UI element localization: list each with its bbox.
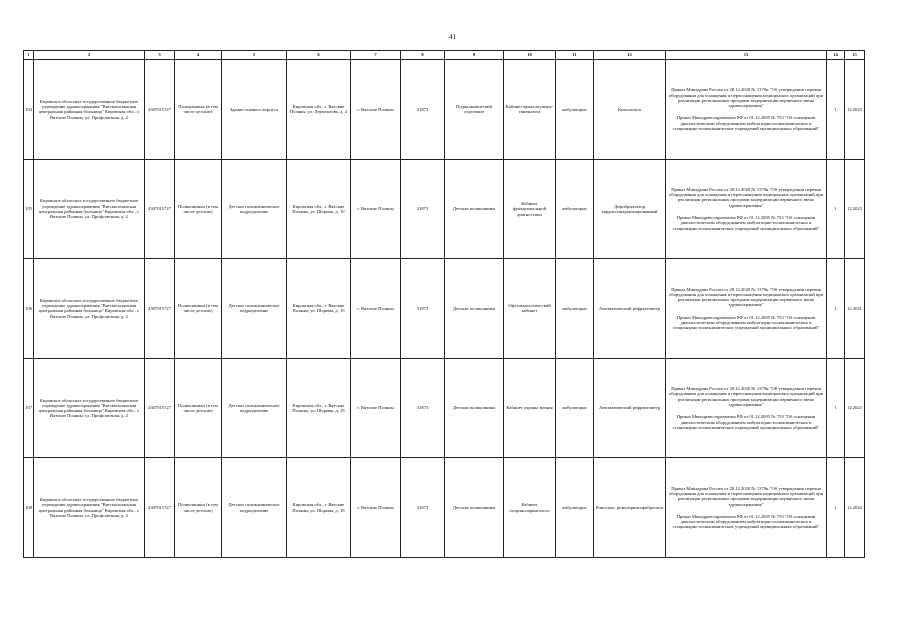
locality: г. Вятские Поляны (351, 159, 401, 259)
legal-act-text: Приказ Минздравсоцразвития РФ от 01.12.2005 № 753 "Об оснащении диагностическим оборудованием амбулаторно-поликлинических и стационарно-поликлинических учреждений муниципальных образований" (672, 215, 820, 231)
unit-address: Кировская обл., г. Вятские Поляны, ул. Шорина, д. 19 (287, 458, 351, 558)
col-number: 14 (827, 51, 845, 60)
department: Детская поликлиника (445, 259, 504, 359)
inn-code: 4307015727 (145, 60, 175, 160)
row-number: 107 (24, 358, 34, 458)
inn-code: 4307015727 (145, 259, 175, 359)
inn-code: 4307015727 (145, 159, 175, 259)
row-number: 104 (24, 60, 34, 160)
care-conditions: амбулаторно (556, 159, 594, 259)
row-number: 106 (24, 259, 34, 359)
structural-unit: Детское поликлиническое подразделение (222, 259, 287, 359)
table-row (24, 358, 865, 458)
legal-basis (666, 159, 827, 259)
delivery-date: 12.2025 (845, 159, 865, 259)
facility-type: Поликлиники (в том числе детские) (175, 358, 222, 458)
col-number: 8 (401, 51, 445, 60)
structural-unit: Детское поликлиническое подразделение (222, 159, 287, 259)
oktmo-code: 31873 (401, 458, 445, 558)
row-number: 105 (24, 159, 34, 259)
care-conditions: амбулаторно (556, 358, 594, 458)
structural-unit: Детское поликлиническое подразделение (222, 358, 287, 458)
oktmo-code: 31873 (401, 60, 445, 160)
oktmo-code: 31873 (401, 358, 445, 458)
quantity: 1 (827, 358, 845, 458)
col-number: 1 (24, 51, 34, 60)
legal-act-text: Приказ Минздрава России от 28.12.2020 № 1379н "Об утверждении перечня оборудования для оснащения и переоснащения медицинских организаций при реализации региональных программ модернизации первичного звена здравоохранения" (668, 485, 824, 507)
legal-act-text: Приказ Минздравсоцразвития РФ от 01.12.2005 № 753 "Об оснащении диагностическим оборудованием амбулаторно-поликлинических и стационарно-поликлинических учреждений муниципальных образований" (672, 115, 820, 131)
legal-basis (666, 60, 827, 160)
organization-name: Кировское областное государственное бюджетное учреждение здравоохранения "Вятскополянская центральная районная больница" Кировская обл., г. Вятские Поляны, ул. Профсоюзная, д. 2 (34, 60, 145, 160)
legal-act-text: Приказ Минздравсоцразвития РФ от 01.12.2005 № 753 "Об оснащении диагностическим оборудованием амбулаторно-поликлинических и стационарно-поликлинических учреждений муниципальных образований" (672, 414, 820, 430)
col-number: 13 (666, 51, 827, 60)
room-name: Кабинет охраны зрения (504, 358, 556, 458)
legal-basis (666, 458, 827, 558)
facility-type: Поликлиники (в том числе детские) (175, 458, 222, 558)
locality: г. Вятские Поляны (351, 60, 401, 160)
locality: г. Вятские Поляны (351, 458, 401, 558)
quantity: 1 (827, 458, 845, 558)
col-number: 2 (34, 51, 145, 60)
legal-act-text: Приказ Минздрава России от 28.12.2020 № 1379н "Об утверждении перечня оборудования для оснащения и переоснащения медицинских организаций при реализации региональных программ модернизации первичного звена здравоохранения" (668, 286, 824, 308)
legal-act-text: Приказ Минздрава России от 28.12.2020 № 1379н "Об утверждении перечня оборудования для оснащения и переоснащения медицинских организаций при реализации региональных программ модернизации первичного звена здравоохранения" (668, 186, 824, 208)
inn-code: 4307015727 (145, 458, 175, 558)
room-name: Кабинет функциональной диагностики (504, 159, 556, 259)
quantity: 1 (827, 259, 845, 359)
table-row (24, 159, 865, 259)
col-number: 11 (556, 51, 594, 60)
col-number: 12 (594, 51, 666, 60)
table-row (24, 259, 865, 359)
equipment-name: Автоматический рефрактометр (594, 358, 666, 458)
unit-address: Кировская обл., г. Вятские Поляны, ул. Лермонтова, д. 2 (287, 60, 351, 160)
col-number: 6 (287, 51, 351, 60)
organization-name: Кировское областное государственное бюджетное учреждение здравоохранения "Вятскополянская центральная районная больница" Кировская обл., г. Вятские Поляны, ул. Профсоюзная, д. 2 (34, 358, 145, 458)
organization-name: Кировское областное государственное бюджетное учреждение здравоохранения "Вятскополянская центральная районная больница" Кировская обл., г. Вятские Поляны, ул. Профсоюзная, д. 2 (34, 458, 145, 558)
inn-code: 4307015727 (145, 358, 175, 458)
equipment-name: Кольпоскоп (594, 60, 666, 160)
structural-unit: Здание главного корпуса (222, 60, 287, 160)
oktmo-code: 31873 (401, 159, 445, 259)
quantity: 1 (827, 159, 845, 259)
page-number: 41 (449, 33, 456, 41)
department: Детская поликлиника (445, 159, 504, 259)
table-row (24, 458, 865, 558)
department: Детская поликлиника (445, 358, 504, 458)
col-number: 5 (222, 51, 287, 60)
room-name: Кабинет врача акушера-гинеколога (504, 60, 556, 160)
equipment-name: Дефибриллятор кардиосинхронизированный (594, 159, 666, 259)
col-number: 10 (504, 51, 556, 60)
facility-type: Поликлиники (в том числе детские) (175, 159, 222, 259)
delivery-date: 12.2025 (845, 60, 865, 160)
column-number-row (24, 51, 865, 60)
facility-type: Поликлиника (в том числе детские) (175, 60, 222, 160)
col-number: 3 (145, 51, 175, 60)
delivery-date: 12.2023 (845, 358, 865, 458)
equipment-name: Риноскоп, риноларингофиброскоп (594, 458, 666, 558)
equipment-table (23, 50, 865, 558)
room-name: Офтальмологический кабинет (504, 259, 556, 359)
unit-address: Кировская обл., г. Вятские Поляны, ул. Шорина, д. 19 (287, 159, 351, 259)
legal-act-text: Приказ Минздрава России от 28.12.2020 № 1379н "Об утверждении перечня оборудования для оснащения и переоснащения медицинских организаций при реализации региональных программ модернизации первичного звена здравоохранения" (668, 386, 824, 407)
facility-type: Поликлиники (в том числе детские) (175, 259, 222, 359)
locality: г. Вятские Поляны (351, 358, 401, 458)
oktmo-code: 31873 (401, 259, 445, 359)
room-name: Кабинет оториноларинголога (504, 458, 556, 558)
row-number: 108 (24, 458, 34, 558)
department: Пoдиклинический отделение (445, 60, 504, 160)
col-number: 7 (351, 51, 401, 60)
equipment-name: Автоматический рефрактометр (594, 259, 666, 359)
legal-basis (666, 358, 827, 458)
unit-address: Кировская обл., г. Вятские Поляны, ул. Шорина, д. 19 (287, 358, 351, 458)
care-conditions: амбулаторно (556, 259, 594, 359)
delivery-date: 12.2022 (845, 458, 865, 558)
care-conditions: амбулаторно (556, 458, 594, 558)
organization-name: Кировское областное государственное бюджетное учреждение здравоохранения "Вятскополянская центральная районная больница" Кировская обл., г. Вятские Поляны, ул. Профсоюзная, д. 2 (34, 259, 145, 359)
legal-act-text: Приказ Минздравсоцразвития РФ от 01.12.2005 № 753 "Об оснащении диагностическим оборудованием амбулаторно-поликлинических и стационарно-поликлинических учреждений муниципальных образований" (672, 314, 820, 331)
col-number: 9 (445, 51, 504, 60)
col-number: 4 (175, 51, 222, 60)
care-conditions: амбулаторно (556, 60, 594, 160)
legal-act-text: Приказ Минздрава России от 28.12.2020 № 1379н "Об утверждении перечня оборудования для оснащения и переоснащения медицинских организаций при реализации региональных программ модернизации первичного звена здравоохранения" (668, 87, 824, 109)
unit-address: Кировская обл., г. Вятские Поляны, ул. Шорина, д. 19 (287, 259, 351, 359)
table-row (24, 60, 865, 160)
legal-act-text: Приказ Минздравсоцразвития РФ от 01.12.2005 № 753 "Об оснащении диагностическим оборудованием амбулаторно-поликлинических и стационарно-поликлинических учреждений муниципальных образований" (672, 513, 820, 530)
quantity: 1 (827, 60, 845, 160)
legal-basis (666, 259, 827, 359)
organization-name: Кировское областное государственное бюджетное учреждение здравоохранения "Вятскополянская центральная районная больница" Кировская обл., г. Вятские Поляны, ул. Профсоюзная, д. 2 (34, 159, 145, 259)
department: Детская поликлиника (445, 458, 504, 558)
structural-unit: Детское поликлиническое подразделение (222, 458, 287, 558)
locality: г. Вятские Поляны (351, 259, 401, 359)
col-number: 15 (845, 51, 865, 60)
delivery-date: 12.2021 (845, 259, 865, 359)
